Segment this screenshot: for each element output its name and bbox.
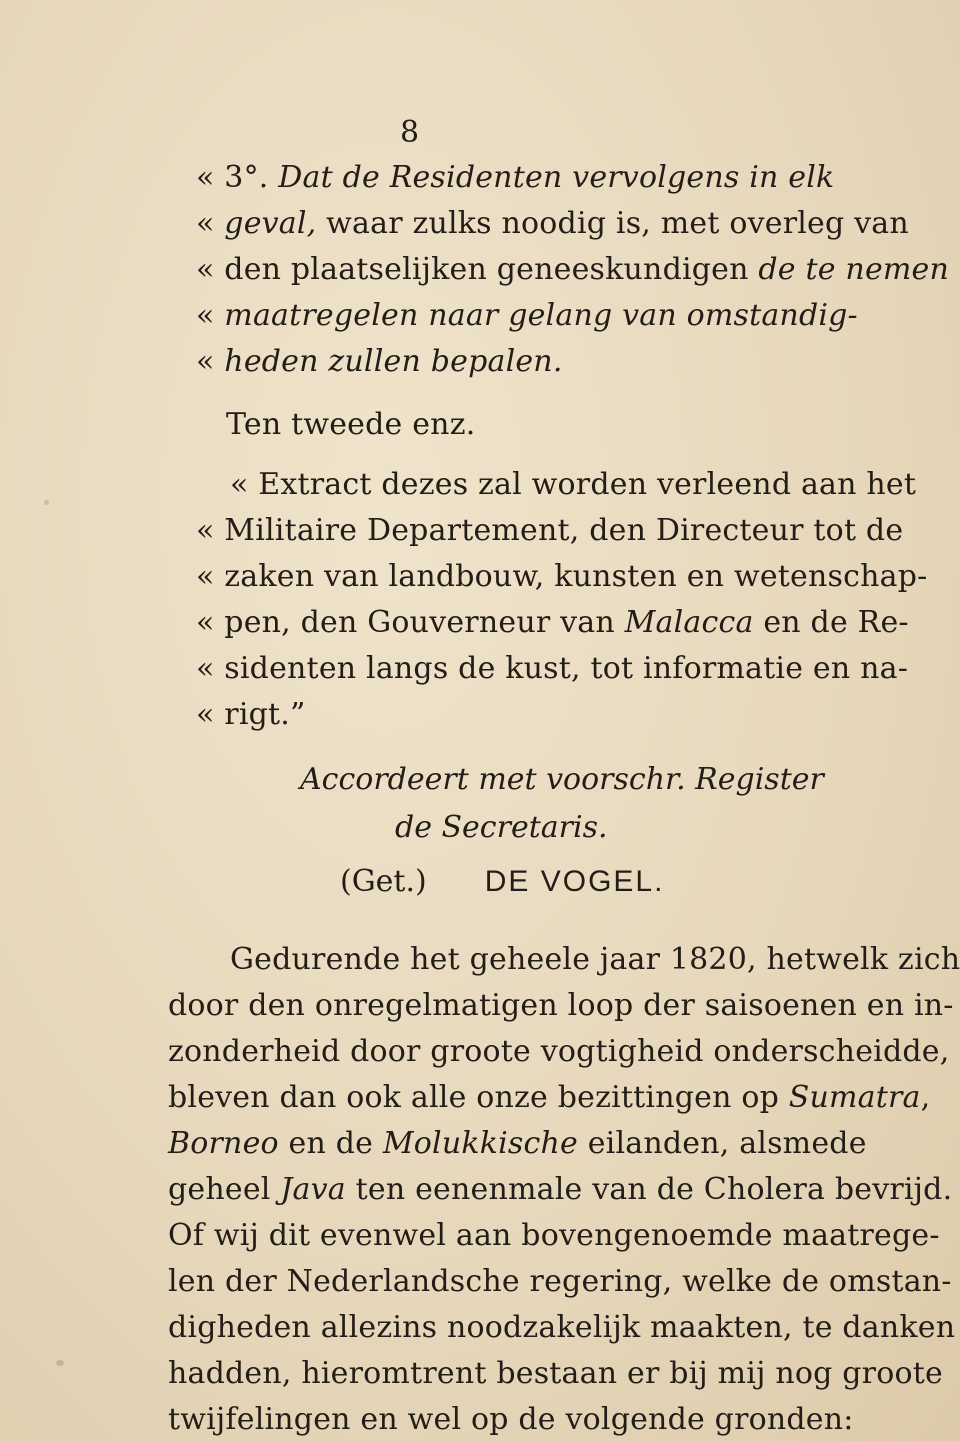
body-line-6-rest: ten eenenmale van de Cholera bevrijd. xyxy=(345,1172,953,1207)
decree-line-5 xyxy=(196,342,563,382)
decree-line-2-rest: waar zulks noodig is, met overleg van xyxy=(316,206,909,241)
extract-line-4-rest: en de Re- xyxy=(753,605,909,640)
extract-line-3: « zaken van landbouw, kunsten en wetenschap- xyxy=(196,559,928,594)
extract-line-5: « sidenten langs de kust, tot informatie en na- xyxy=(196,651,909,686)
decree-line-2-prefix: « xyxy=(196,206,225,241)
body-line-3: zonderheid door groote vogtigheid onderscheidde, xyxy=(168,1034,950,1069)
decree-line-5-prefix: « xyxy=(196,344,225,379)
decree-line-3-italic: de te nemen xyxy=(758,252,950,287)
body-line-11: twijfelingen en wel op de volgende gronden: xyxy=(168,1402,854,1437)
body-line-4-italic: Sumatra xyxy=(788,1080,921,1115)
paper-stain xyxy=(44,500,49,505)
extract-line-2: « Militaire Departement, den Directeur tot de xyxy=(196,513,904,548)
body-line-5-mid: en de xyxy=(278,1126,383,1161)
extract-line-4-italic: Malacca xyxy=(624,605,754,640)
secretaris-line: de Secretaris. xyxy=(395,810,608,845)
decree-line-1-prefix: « 3°. xyxy=(196,160,269,195)
body-line-9: digheden allezins noodzakelijk maakten, te danken xyxy=(168,1310,956,1345)
body-line-1: Gedurende het geheele jaar 1820, hetwelk zich xyxy=(230,942,960,977)
body-line-4-prefix: bleven dan ook alle onze bezittingen op xyxy=(168,1080,789,1115)
body-line-5-molukkische: Molukkische xyxy=(382,1126,578,1161)
extract-line-1: « Extract dezes zal worden verleend aan het xyxy=(230,467,917,502)
decree-line-4 xyxy=(196,296,858,336)
signed-prefix: (Get.) xyxy=(340,864,427,899)
extract-line-4 xyxy=(196,603,909,643)
body-line-5-borneo: Borneo xyxy=(168,1126,279,1161)
decree-line-2-italic: geval, xyxy=(224,206,317,241)
accordeert-line: Accordeert met voorschr. Register xyxy=(300,762,824,797)
body-line-6-prefix: geheel xyxy=(168,1172,281,1207)
body-line-4 xyxy=(168,1078,930,1118)
body-line-10: hadden, hieromtrent bestaan er bij mij nog groote xyxy=(168,1356,943,1391)
body-line-5 xyxy=(168,1124,867,1164)
signed-name: DE VOGEL. xyxy=(484,865,665,898)
ten-tweede-line: Ten tweede enz. xyxy=(226,407,476,442)
decree-line-3 xyxy=(196,250,949,290)
decree-line-1 xyxy=(196,158,834,198)
decree-line-4-italic: maatregelen naar gelang van omstandig- xyxy=(224,298,858,333)
paper-stain xyxy=(56,1360,64,1366)
decree-line-3-prefix: « den plaatselijken geneeskundigen xyxy=(196,252,759,287)
body-line-5-rest: eilanden, alsmede xyxy=(577,1126,867,1161)
body-line-6 xyxy=(168,1170,952,1210)
body-line-2: door den onregelmatigen loop der saisoenen en in- xyxy=(168,988,954,1023)
decree-line-4-prefix: « xyxy=(196,298,225,333)
body-line-8: len der Nederlandsche regering, welke de omstan- xyxy=(168,1264,952,1299)
decree-line-1-italic: Dat de Residenten vervolgens in elk xyxy=(278,160,835,195)
signature-line xyxy=(340,862,664,902)
decree-line-2 xyxy=(196,204,909,244)
page-number: 8 xyxy=(400,115,420,150)
extract-line-6: « rigt.” xyxy=(196,697,306,732)
body-line-4-rest: , xyxy=(920,1080,931,1115)
body-line-7: Of wij dit evenwel aan bovengenoemde maatrege- xyxy=(168,1218,940,1253)
body-line-6-italic: Java xyxy=(280,1172,346,1207)
extract-line-4-prefix: « pen, den Gouverneur van xyxy=(196,605,625,640)
decree-line-5-italic: heden zullen bepalen. xyxy=(224,344,563,379)
